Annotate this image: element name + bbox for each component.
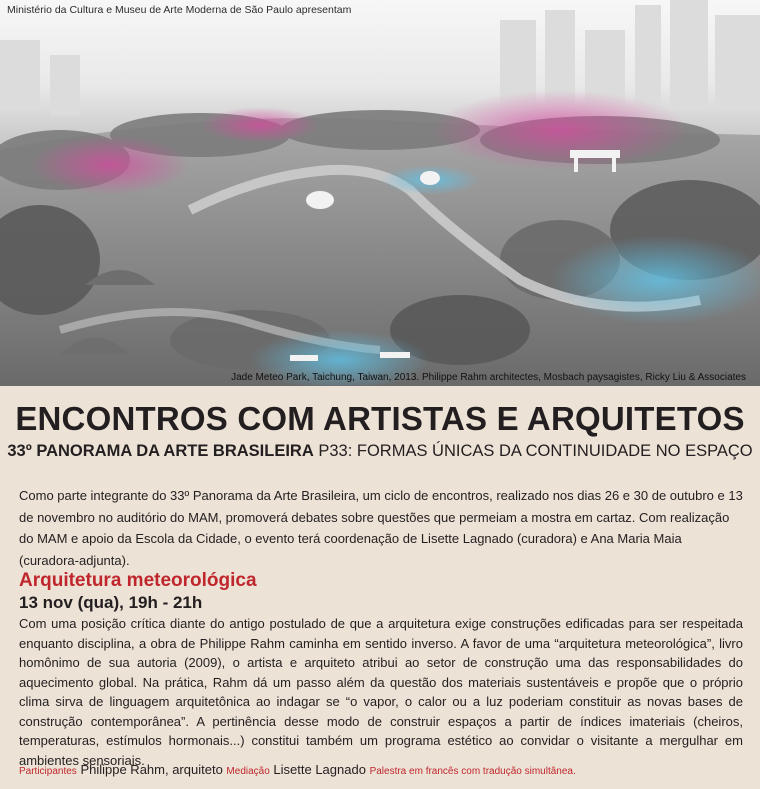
mediation-label: Mediação [226, 766, 270, 777]
hero-image [0, 0, 760, 386]
mediator-value: Lisette Lagnado [273, 762, 366, 777]
blue-mist [550, 235, 760, 325]
subtitle-exhibition: 33º PANORAMA DA ARTE BRASILEIRA [7, 442, 314, 460]
subtitle-theme: P33: FORMAS ÚNICAS DA CONTINUIDADE NO ESPAÇO [318, 442, 753, 460]
pink-mist [430, 90, 690, 170]
image-caption: Jade Meteo Park, Taichung, Taiwan, 2013. Philippe Rahm architectes, Mosbach paysagistes, Ricky Liu & Associates [231, 372, 746, 383]
page-subtitle [0, 442, 760, 461]
pink-mist [200, 107, 320, 143]
intro-paragraph: Como parte integrante do 33º Panorama da Arte Brasileira, um ciclo de encontros, realizado nos dias 26 e 30 de outubro e 13 de novembro no auditório do MAM, promoverá debates sobre questões que permeiam a mostra em cartaz. Com realização do MAM e apoio da Escola da Cidade, o evento terá coordenação de Lisette Lagnado (curadora) e Ana Maria Maia (curadora-adjunta). [19, 488, 743, 568]
page-title: ENCONTROS COM ARTISTAS E ARQUITETOS [15, 400, 745, 437]
pink-mist [30, 135, 190, 195]
park-rendering [0, 0, 760, 386]
participants-label: Participantes [19, 766, 77, 777]
presenters-line: Ministério da Cultura e Museu de Arte Moderna de São Paulo apresentam [7, 4, 352, 16]
event-description: Com uma posição crítica diante do antigo postulado de que a arquitetura exige construções edificadas para ser respeitada enquanto disciplina, a obra de Philippe Rahm caminha em sentido inverso. A favor de uma “arquitetura meteorológica”, livro homônimo de sua autoria (2009), o artista e arquiteto atribui ao setor de construção uma das responsabilidades do aquecimento global. Na prática, Rahm dá um passo além da questão dos materiais sustentáveis e propõe que o próprio clima sirva de linguagem arquitetônica ao indagar se “o vapor, o calor ou a luz poderiam constituir as novas bases de construção contemporânea”. A pertinência desse modo de construir espaços a partir de índices imateriais (cheiros, temperaturas, estímulos hormonais...) constitui também um programa estético ao convidar o visitante a mergulhar em ambientes sensoriais. [19, 616, 743, 768]
skyline [0, 0, 760, 115]
participants-value: Philippe Rahm, arquiteto [80, 762, 223, 777]
event-date: 13 nov (qua), 19h - 21h [19, 593, 203, 612]
event-credits [19, 762, 576, 777]
language-note: Palestra em francês com tradução simultânea. [369, 766, 576, 777]
event-title: Arquitetura meteorológica [19, 570, 257, 591]
